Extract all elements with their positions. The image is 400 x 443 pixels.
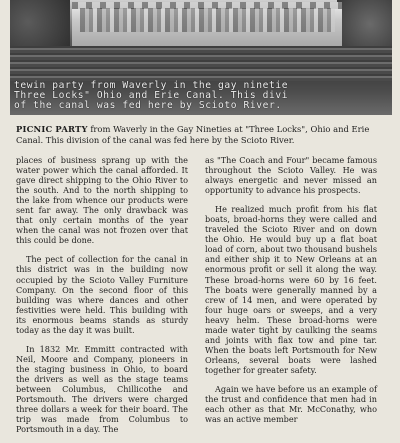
- article-right-column: [205, 155, 377, 433]
- right-paragraph-3: Again we have before us an example of the trust and confidence that men had in each other as that Mr. McConathy, who was an active member: [205, 383, 377, 425]
- photo-caption: [16, 124, 388, 145]
- photo-canal-water: [10, 46, 392, 81]
- photo-inscription-line-3: of the canal was fed here by Scioto River.: [14, 100, 282, 111]
- left-paragraph-3: In 1832 Mr. Emmitt contracted with Neil, Moore and Company, pioneers in the staging business in Ohio, to board the drivers as well as the stage teams between Columbus, Chillicothe and Portsmouth. The drivers were charged three dollars a week for their board. The trip was made from Columbus to Portsmouth in a day. The: [16, 343, 188, 435]
- right-paragraph-2: He realized much profit from his flat boats, broad-horns they were called and traveled the Scioto River and on down the Ohio. He would buy up a flat boat load of corn, about two thousand bushels and either ship it to New Orleans at an enormous profit or sell it along the way. These broad-horns were 60 by 16 feet. The boats were generally manned by a crew of 14 men, and were operated by four huge oars or sweeps, and a very heavy helm. These broad-horns were made water tight by caulking the seams and joints with flax tow and pine tar. When the boats left Portsmouth for New Orleans, several boats were lashed together for greater safety.: [205, 204, 377, 375]
- photo-inscription-line-2: Three Locks" Ohio and Erie Canal. This divi: [14, 90, 289, 101]
- caption-lead: PICNIC PARTY: [16, 124, 88, 134]
- photo-inscription-line-1: tewin party from Waverly in the gay ninetie: [14, 80, 289, 91]
- right-paragraph-1: as "The Coach and Four" became famous throughout the Scioto Valley. He was always energetic and never missed an opportunity to advance his prospects.: [205, 155, 377, 196]
- left-paragraph-1: places of business sprang up with the water power which the canal afforded. It gave direct shipping to the Ohio River to the south. And to the north shipping to the lake from whence our products were sent far away. The only drawback was that only certain months of the year when the canal was not frozen over that this could be done.: [16, 155, 188, 246]
- left-paragraph-2: The pect of collection for the canal in this district was in the building now occupied by the Scioto Valley Furniture Company. On the second floor of this building was where dances and other festivities were held. This building with its enormous beams stands as sturdy today as the day it was built.: [16, 254, 188, 335]
- photo-passengers: [80, 8, 335, 32]
- caption-text: from Waverly in the Gay Nineties at "Three Locks", Ohio and Erie Canal. This division of the canal was fed here by the Scioto River.: [16, 124, 370, 145]
- historic-photo: [10, 0, 392, 115]
